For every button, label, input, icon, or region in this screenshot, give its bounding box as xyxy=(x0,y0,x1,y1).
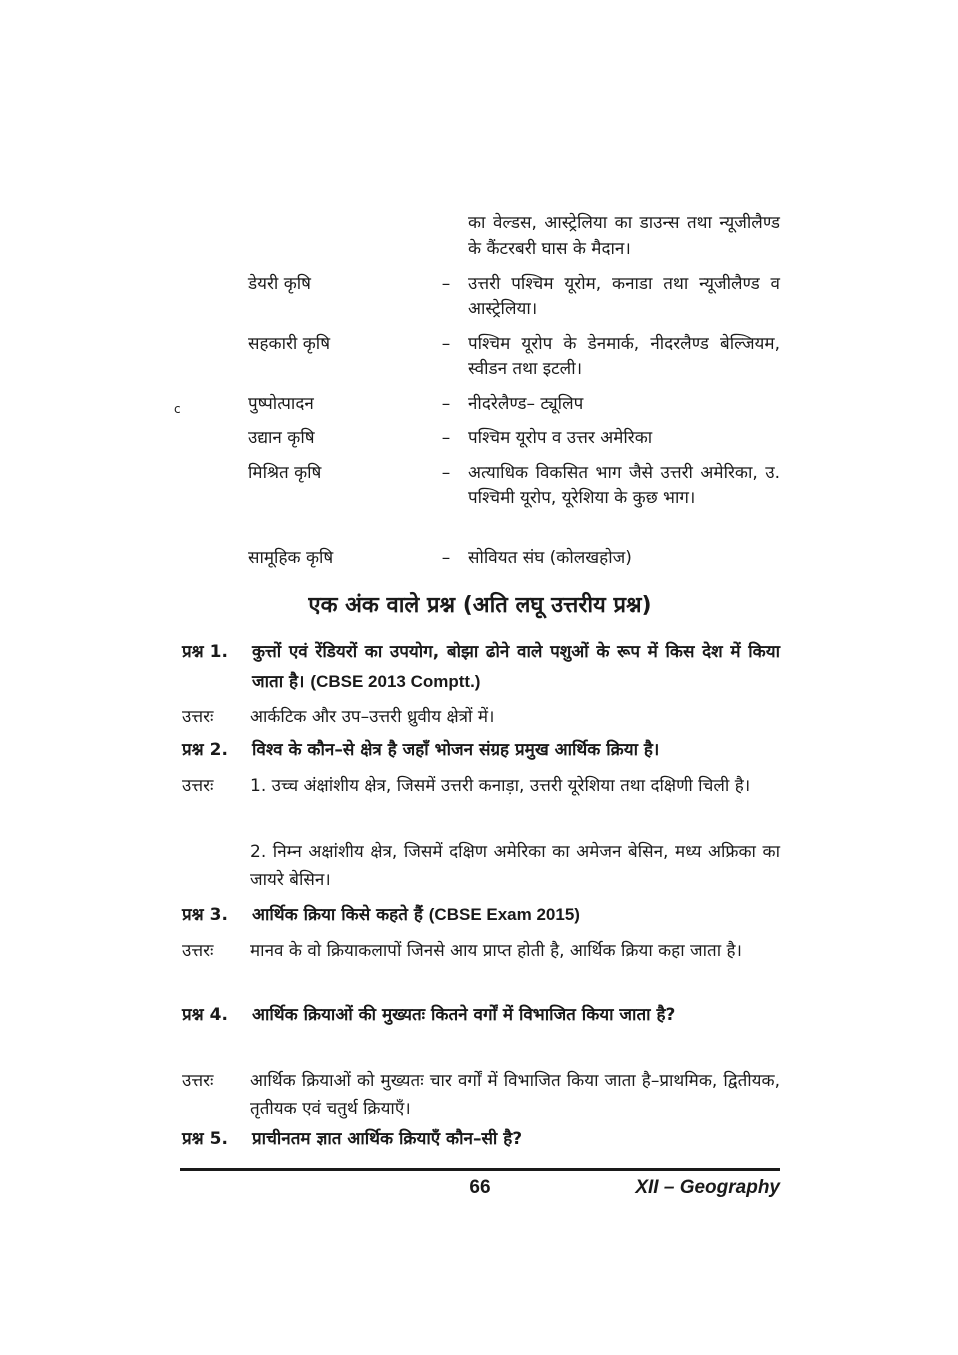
farming-term: डेयरी कृषि xyxy=(248,274,311,294)
farming-region: अत्याधिक विकसित भाग जैसे उत्तरी अमेरिका, उ. पश्चिमी यूरोप, यूरेशिया के कुछ भाग। xyxy=(468,463,780,508)
farming-term: उद्यान कृषि xyxy=(248,428,315,448)
answer-text: मानव के वो क्रियाकलापों जिनसे आय प्राप्त होती है, आर्थिक क्रिया कहा जाता है। xyxy=(250,941,742,961)
question-text: कुत्तों एवं रेंडियरों का उपयोग, बोझा ढोने वाले पशुओं के रूप में किस देश में किया जाता है। xyxy=(252,642,780,692)
section-heading: एक अंक वाले प्रश्न (अति लघू उत्तरीय प्रश्न) xyxy=(308,593,652,618)
question-label: प्रश्न 2. xyxy=(182,740,228,760)
stray-mark: c xyxy=(174,402,181,416)
subject-title: XII – Geography xyxy=(635,1177,780,1198)
footer-divider xyxy=(180,1168,780,1171)
farming-term: पुष्पोत्पादन xyxy=(248,394,314,414)
dash-separator: – xyxy=(441,463,451,483)
farming-region: सोवियत संघ (कोलखहोज) xyxy=(468,548,632,568)
answer-text: आर्कटिक और उप–उत्तरी ध्रुवीय क्षेत्रों में। xyxy=(250,707,495,727)
farming-term: सहकारी कृषि xyxy=(248,334,331,354)
farming-region: नीदरेलैण्ड– ट्यूलिप xyxy=(468,394,584,414)
answer-text: 2. निम्न अक्षांशीय क्षेत्र, जिसमें दक्षिण अमेरिका का अमेजन बेसिन, मध्य अफ्रिका का जायरे बेसिन। xyxy=(250,842,780,890)
answer-1 xyxy=(182,703,780,731)
question-1 xyxy=(182,637,780,697)
dash-separator: – xyxy=(441,394,451,414)
farming-region: उत्तरी पश्चिम यूरोम, कनाडा तथा न्यूजीलैण्ड व आस्ट्रेलिया। xyxy=(468,274,780,319)
question-source: (CBSE Exam 2015) xyxy=(428,905,580,924)
question-2 xyxy=(182,735,780,765)
page-number: 66 xyxy=(469,1177,491,1198)
answer-text: आर्थिक क्रियाओं को मुख्यतः चार वर्गों में विभाजित किया जाता है–प्राथमिक, द्वितीयक, तृतीयक एवं चतुर्थ क्रियाएँ। xyxy=(250,1071,780,1119)
dash-separator: – xyxy=(441,548,451,568)
answer-text: 1. उच्च अंक्षांशीय क्षेत्र, जिसमें उत्तरी कनाड़ा, उत्तरी यूरेशिया तथा दक्षिणी चिली है। xyxy=(250,776,751,796)
question-5 xyxy=(182,1124,780,1154)
answer-2 xyxy=(182,772,780,800)
question-text: प्राचीनतम ज्ञात आर्थिक क्रियाएँ कौन–सी है? xyxy=(252,1129,523,1149)
dash-separator: – xyxy=(441,428,451,448)
question-text: आर्थिक क्रियाओं की मुख्यतः कितने वर्गों में विभाजित किया जाता है? xyxy=(252,1005,676,1025)
question-4 xyxy=(182,1000,780,1030)
farming-region: पश्चिम यूरोप व उत्तर अमेरिका xyxy=(468,428,653,448)
answer-label: उत्तरः xyxy=(182,776,214,796)
question-label: प्रश्न 1. xyxy=(182,642,228,662)
question-label: प्रश्न 4. xyxy=(182,1005,228,1025)
farming-region: पश्चिम यूरोप के डेनमार्क, नीदरलैण्ड बेल्जियम, स्वीडन तथा इटली। xyxy=(468,334,780,379)
question-text: आर्थिक क्रिया किसे कहते हैं xyxy=(252,905,423,925)
question-label: प्रश्न 5. xyxy=(182,1129,228,1149)
farming-term: सामूहिक कृषि xyxy=(248,548,334,568)
farming-term: मिश्रित कृषि xyxy=(248,463,322,483)
continuation-text: का वेल्डस, आस्ट्रेलिया का डाउन्स तथा न्यूजीलैण्ड के कैंटरबरी घास के मैदान। xyxy=(468,213,780,259)
answer-label: उत्तरः xyxy=(182,941,214,961)
question-text: विश्व के कौन–से क्षेत्र है जहाँ भोजन संग्रह प्रमुख आर्थिक क्रिया है। xyxy=(252,740,660,760)
question-label: प्रश्न 3. xyxy=(182,905,228,925)
answer-label: उत्तरः xyxy=(182,707,214,727)
answer-2-part-2 xyxy=(182,838,780,894)
dash-separator: – xyxy=(441,274,451,294)
question-source: (CBSE 2013 Comptt.) xyxy=(310,672,481,691)
question-3 xyxy=(182,900,780,930)
answer-3 xyxy=(182,937,780,965)
answer-label: उत्तरः xyxy=(182,1071,214,1091)
answer-4 xyxy=(182,1067,780,1123)
dash-separator: – xyxy=(441,334,451,354)
